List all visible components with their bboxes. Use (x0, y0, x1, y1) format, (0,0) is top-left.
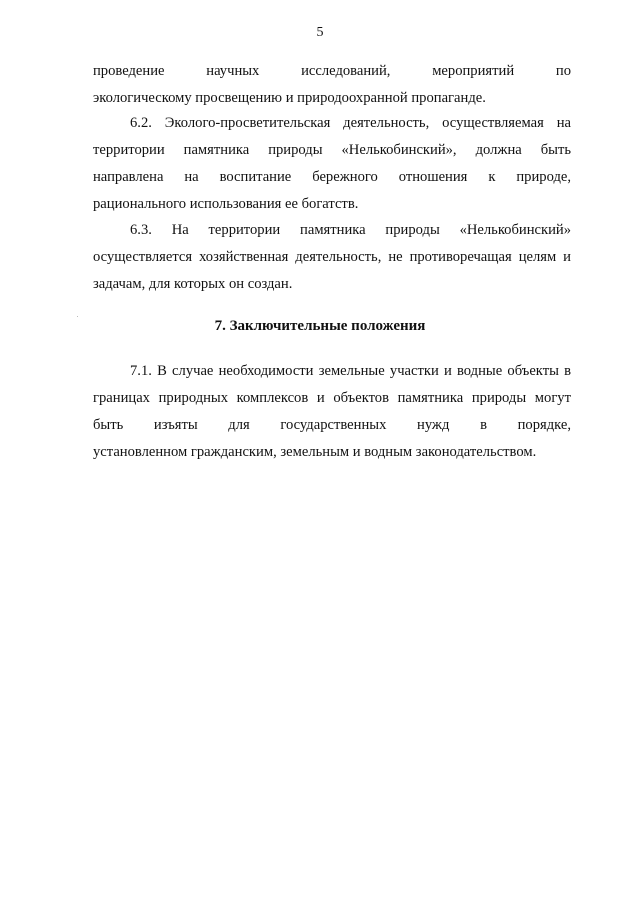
paragraph-line: задачам, для которых он создан. (93, 276, 293, 292)
margin-mark (77, 316, 78, 317)
paragraph-line: рационального использования ее богатств. (93, 196, 359, 212)
paragraph-line: 6.3. На территории памятника природы «Нелькобинский» (130, 222, 571, 238)
section-heading: 7. Заключительные положения (214, 318, 426, 334)
paragraph-line: проведение научных исследований, мероприятий по (93, 63, 571, 79)
paragraph-continued (93, 58, 571, 112)
paragraph-6-2 (93, 110, 571, 218)
paragraph-line: границах природных комплексов и объектов памятника природы могут (93, 390, 571, 406)
paragraph-7-1 (93, 358, 571, 466)
paragraph-line: территории памятника природы «Нелькобинский», должна быть (93, 142, 571, 158)
paragraph-line: экологическому просвещению и природоохранной пропаганде. (93, 90, 486, 106)
paragraph-line: осуществляется хозяйственная деятельность, не противоречащая целям и (93, 249, 571, 265)
paragraph-6-3 (93, 217, 571, 298)
paragraph-line: направлена на воспитание бережного отношения к природе, (93, 169, 571, 185)
page-number: 5 (316, 25, 324, 40)
paragraph-line: быть изъяты для государственных нужд в порядке, (93, 417, 571, 433)
paragraph-line: 6.2. Эколого-просветительская деятельность, осуществляемая на (130, 115, 571, 131)
paragraph-line: 7.1. В случае необходимости земельные участки и водные объекты в (130, 363, 571, 379)
paragraph-line: установленном гражданским, земельным и водным законодательством. (93, 444, 537, 460)
